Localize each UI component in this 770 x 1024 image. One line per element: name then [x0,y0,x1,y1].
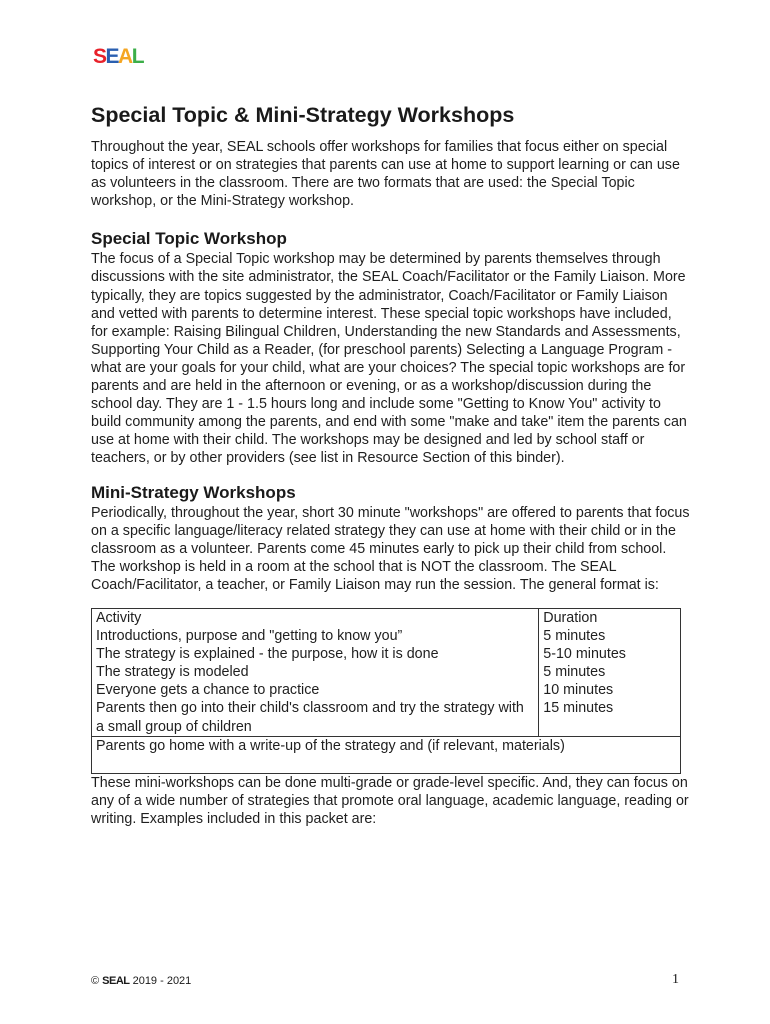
footer [91,975,191,987]
footer-years: 2019 - 2021 [132,975,192,987]
table-row [92,699,681,736]
outro-paragraph: These mini-workshops can be done multi-grade or grade-level specific. And, they can focus on any of a wide number of strategies that promote oral language, academic language, reading or writing. Examples included in this packet are: [91,774,689,827]
mini-strategy-heading: Mini-Strategy Workshops [91,482,296,502]
logo-letter-s: S [93,45,106,68]
activity-cell: Introductions, purpose and "getting to know you” [92,627,539,645]
special-topic-section [91,228,691,467]
intro-paragraph: Throughout the year, SEAL schools offer workshops for families that focus either on special topics of interest or on strategies that parents can use at home to support learning or can use as volunteers in the classroom. There are two formats that are used: the Special Topic workshop, or the Mini-Strategy workshop. [91,139,680,210]
activity-cell: Everyone gets a chance to practice [92,681,539,699]
document-body [91,100,691,828]
table-row [92,663,681,681]
duration-cell: 5-10 minutes [539,645,681,663]
activity-cell: The strategy is explained - the purpose, how it is done [92,645,539,663]
copyright-symbol: © [91,975,100,987]
duration-cell: 15 minutes [539,699,681,736]
duration-cell: 10 minutes [539,681,681,699]
table-final-row [92,736,681,773]
special-topic-heading: Special Topic Workshop [91,229,287,249]
page-number: 1 [672,972,679,987]
logo-letter-l: L [131,45,144,68]
seal-logo [93,46,143,68]
mini-strategy-section [91,482,691,594]
format-table [91,608,681,774]
table-row [92,645,681,663]
page-title: Special Topic & Mini-Strategy Workshops [91,103,515,127]
special-topic-paragraph: The focus of a Special Topic workshop may be determined by parents themselves through discussions with the site administrator, the SEAL Coach/Facilitator or the Family Liaison. More typically, they are topics suggested by the administrator, Coach/Facilitator or Family Liaison and vetted with parents to determine interest. These special topic workshops have included, for example: Raising Bilingual Children, Understanding the new Standards and Assessments, Supporting Your Child as a Reader, (for preschool parents) Selecting a Language Program - what are your goals for your child, what are your choices? The special topic workshops are for parents and are held in the afternoon or evening, or as a workshop/discussion during the school day. They are 1 - 1.5 hours long and include some "Getting to Know You" activity to build community among the parents, and end with some "make and take" item the parents can use at home with their child. The workshops may be designed and led by school staff or teachers, or by other providers (see list in Resource Section of this binder). [91,251,687,467]
duration-cell: 5 minutes [539,663,681,681]
logo-letter-e: E [105,45,119,68]
table-row [92,627,681,645]
duration-cell: 5 minutes [539,627,681,645]
table-header-row [92,608,681,627]
header-duration: Duration [539,608,681,627]
mini-strategy-paragraph: Periodically, throughout the year, short 30 minute "workshops" are offered to parents that focus on a specific language/literacy related strategy they can use at home with their child or in the classroom as a volunteer. Parents come 45 minutes early to pick up their child from school. The workshop is held in a room at the school that is NOT the classroom. The SEAL Coach/Facilitator, a teacher, or Family Liaison may run the session. The general format is: [91,504,690,593]
header-activity: Activity [92,608,539,627]
final-row-cell: Parents go home with a write-up of the strategy and (if relevant, materials) [92,736,681,773]
footer-brand: SEAL [102,975,130,987]
activity-cell: The strategy is modeled [92,663,539,681]
activity-cell: Parents then go into their child's classroom and try the strategy with a small group of children [92,699,539,736]
logo-letter-a: A [118,45,132,68]
table-row [92,681,681,699]
